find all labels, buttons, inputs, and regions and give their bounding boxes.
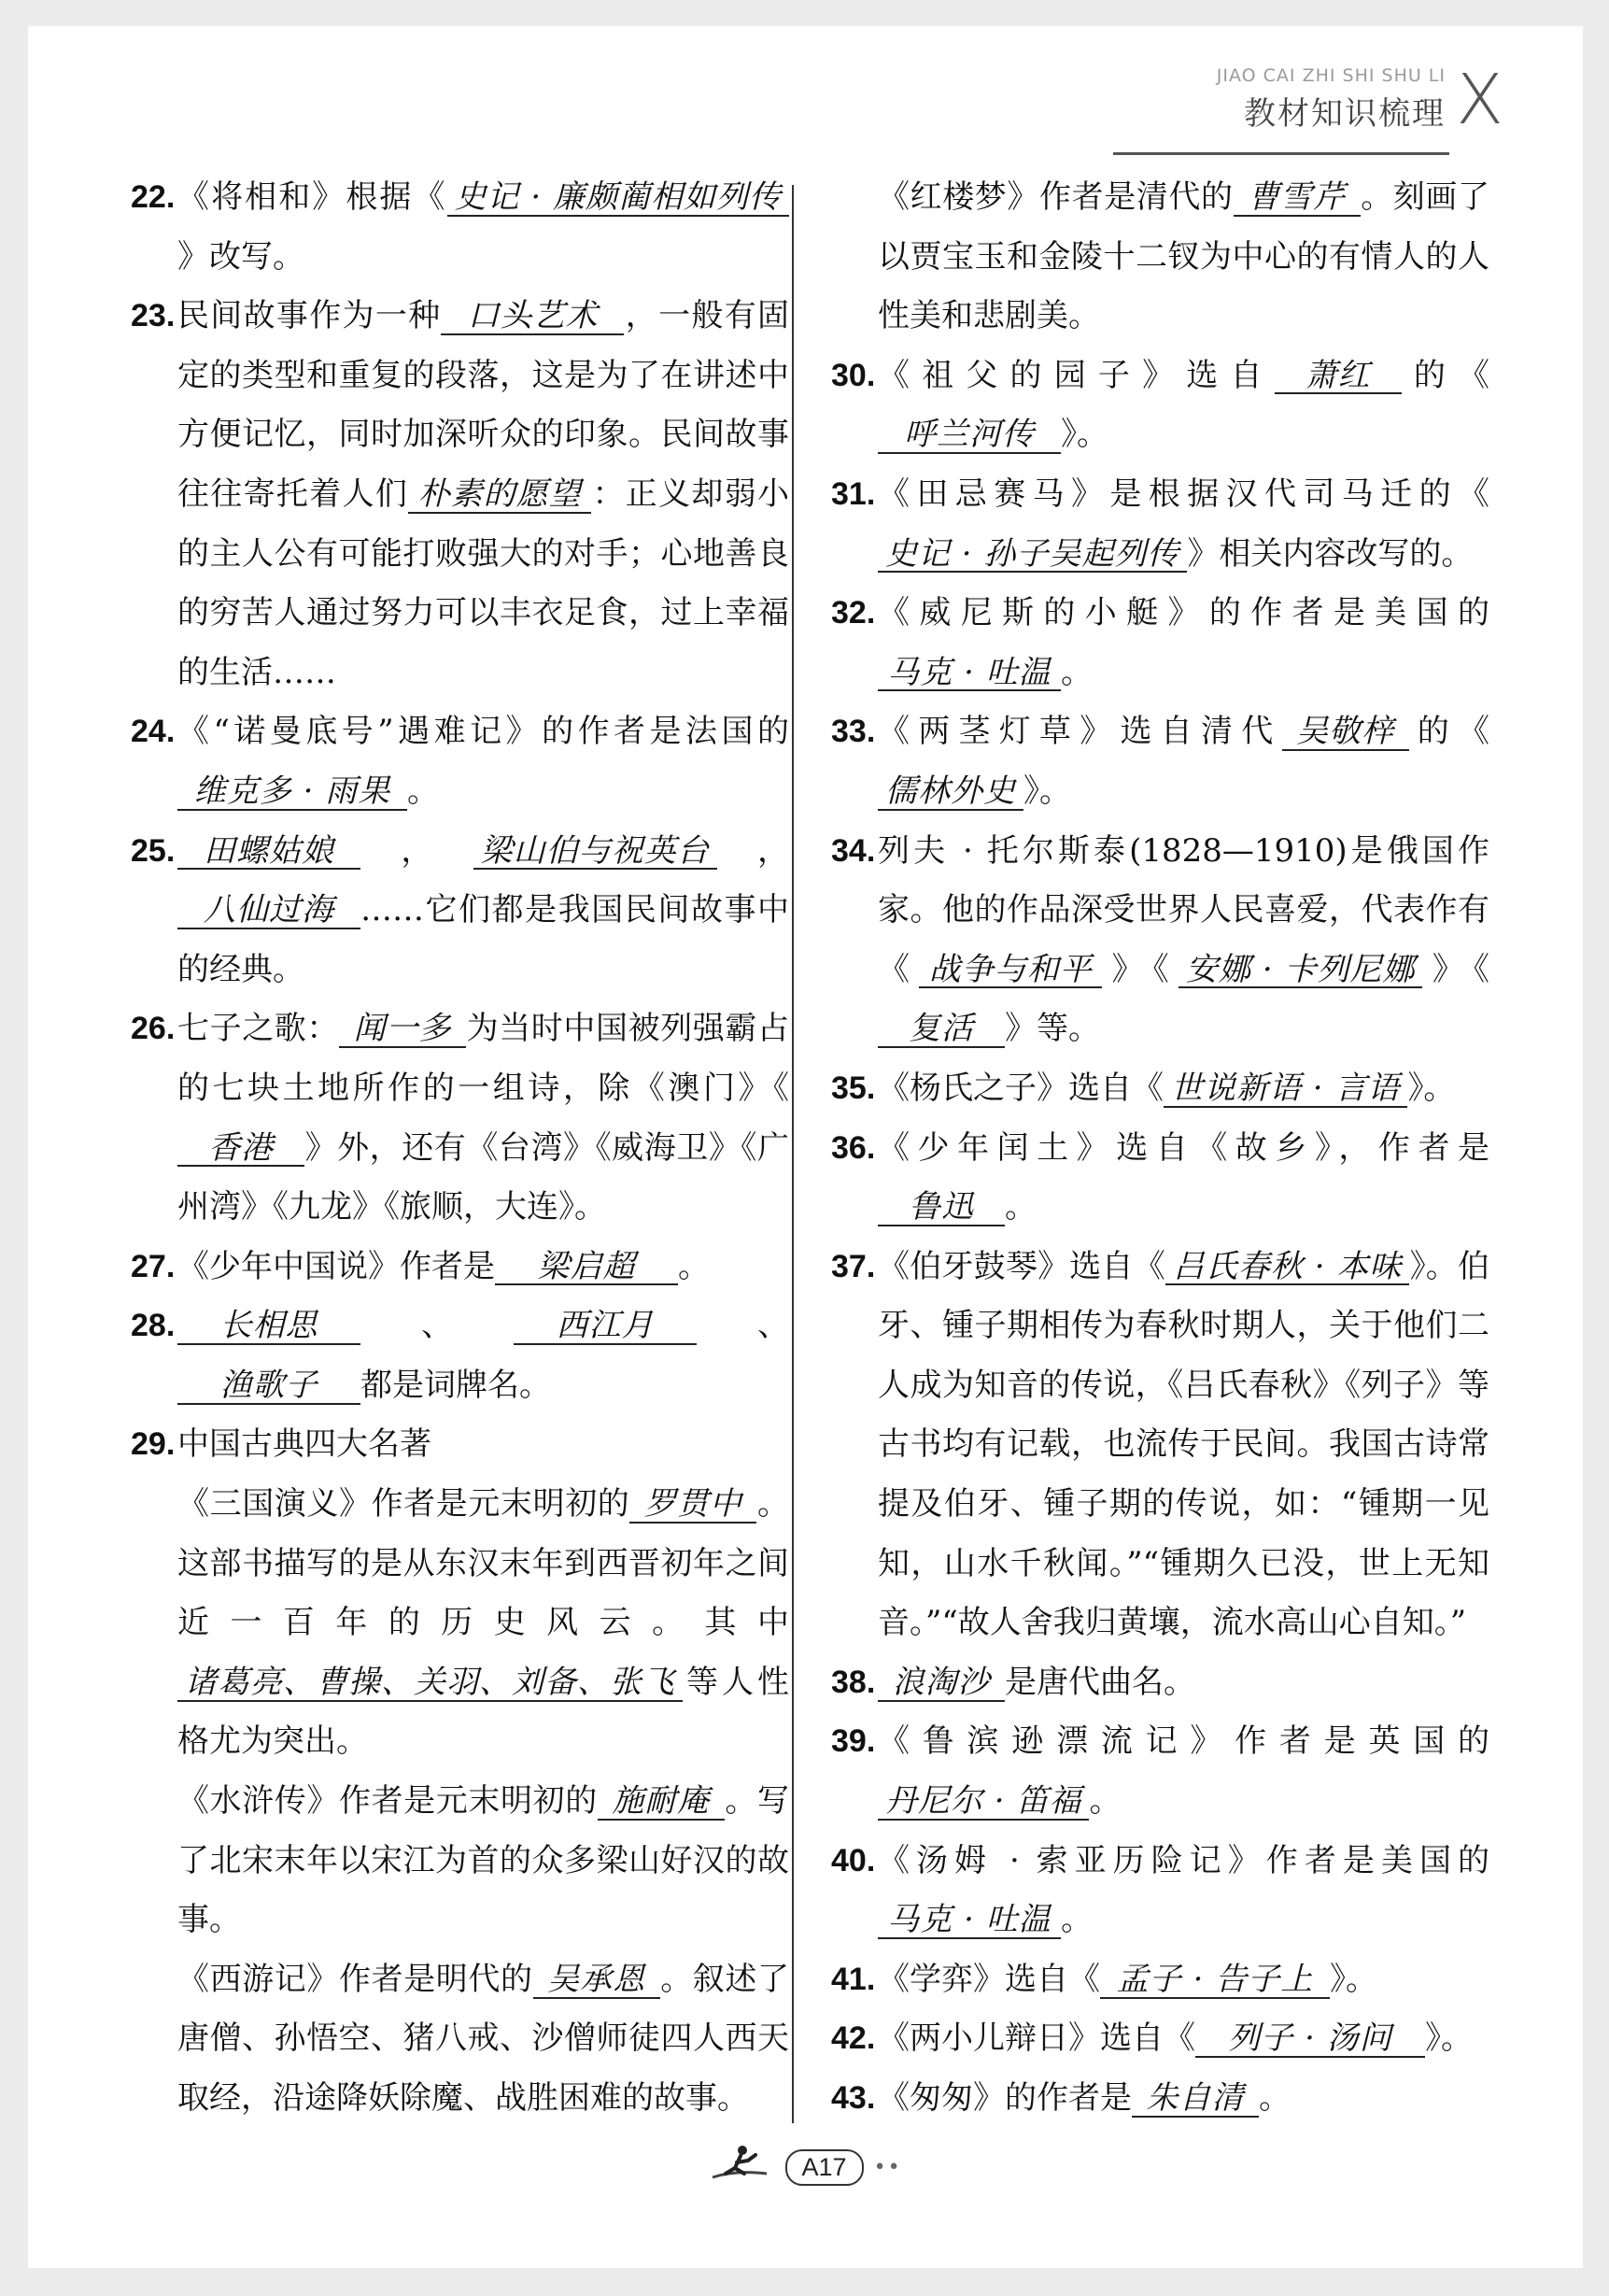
item-text: 》。 [1023,772,1071,810]
item-text: 《祖父的园子》选自 [878,356,1275,394]
item-number: 43. [831,2080,876,2116]
item-text: ：正义却弱小的主人公有可能打败强大的对手；心地善良的穷苦人通过努力可以丰衣足食，过上幸福的生活…… [177,475,790,691]
answer-blank: 萧红 [1275,360,1402,395]
item-36 [831,1119,1489,1238]
item-text: 等人性格尤为突出。 [177,1663,789,1761]
item-25 [131,822,789,1000]
answer-blank: 罗贯中 [629,1488,756,1524]
answer-blank: 战争与和平 [919,954,1102,989]
item-number: 27. [131,1248,176,1284]
item-number: 41. [831,1961,876,1997]
item-number: 35. [831,1070,876,1106]
section-header [1216,60,1503,140]
answer-blank: 梁山伯与祝英台 [473,835,717,871]
item-29-shuihu [131,1772,789,1950]
answer-blank: 梁启超 [495,1251,678,1286]
answer-blank: 史记 · 孙子吴起列传 [878,538,1187,574]
item-text: 、 [360,1307,514,1345]
item-30 [831,347,1489,465]
item-32 [831,584,1489,702]
answer-blank: 孟子 · 告子上 [1100,1963,1330,1999]
left-column [131,168,789,2129]
header-x-mark: X [1456,60,1503,140]
answer-blank: 鲁迅 [878,1191,1005,1226]
item-text: ， [360,831,473,870]
item-text: 。写了北宋末年以宋江为首的众多梁山好汉的故事。 [177,1782,790,1939]
header-title: 教材知识梳理 [1244,95,1446,133]
item-text: 。 [407,772,439,810]
item-text: 《红楼梦》作者是清代的 [878,178,1234,216]
item-text: 。 [1061,653,1093,691]
item-text: 》。 [1061,416,1108,454]
item-text: 》等。 [1005,1010,1100,1048]
item-number: 28. [131,1308,176,1344]
item-29-sanguo [131,1475,789,1772]
answer-blank: 八仙过海 [177,894,360,929]
item-42 [831,2009,1489,2069]
item-text: 《“诺曼底号”遇难记》的作者是法国的 [177,713,789,751]
item-text: 》外，还有《台湾》《威海卫》《广州湾》《九龙》《旅顺，大连》。 [177,1128,789,1226]
item-31 [831,465,1489,584]
answer-blank: 西江月 [514,1310,697,1345]
header-rule [1113,152,1449,155]
right-column [831,168,1489,2129]
item-29-xiyou [131,1950,789,2129]
item-text: 的《 [1408,713,1489,751]
item-33 [831,702,1489,821]
item-text: 《两茎灯草》选自清代 [878,713,1282,751]
item-number: 34. [831,832,876,869]
answer-blank: 口头艺术 [441,300,624,335]
item-number: 39. [831,1723,876,1760]
answer-blank: 丹尼尔 · 笛福 [878,1785,1089,1821]
item-number: 40. [831,1842,876,1878]
item-text: 、 [697,1307,789,1345]
footer-dots: •• [873,2155,902,2179]
item-text: 《威尼斯的小艇》的作者是美国的 [878,594,1489,632]
item-number: 23. [131,298,176,334]
item-text: 是唐代曲名。 [1005,1663,1195,1701]
item-text: 《汤姆 · 索亚历险记》作者是美国的 [878,1841,1489,1879]
item-text: 。这部书描写的是从东汉末年到西晋初年之间近一百年的历史风云。其中 [177,1485,790,1642]
answer-blank: 长相思 [177,1310,360,1345]
item-text: 列夫 · 托尔斯泰(1828—1910)是俄国作家。他的作品深受世界人民喜爱，代表作有《 [878,831,1489,988]
item-text: 中国古典四大名著 [177,1425,431,1464]
item-text: 《两小儿辩日》选自《 [878,2020,1195,2058]
item-text: 》。 [1425,2020,1473,2058]
item-text: ……它们都是我国民间故事中的经典。 [177,891,789,988]
answer-blank: 曹雪芹 [1234,181,1361,217]
answer-blank: 闻一多 [339,1013,466,1048]
answer-blank: 朱自清 [1132,2082,1259,2118]
item-29 [131,1415,789,1475]
item-text: 《三国演义》作者是元末明初的 [177,1485,630,1524]
answer-blank: 安娜 · 卡列尼娜 [1179,954,1422,989]
answer-blank: 诸葛亮、曹操、关羽、刘备、张飞 [177,1666,683,1702]
item-text: 《杨氏之子》选自《 [878,1069,1164,1107]
item-text: 。 [1005,1188,1037,1226]
answer-blank: 儒林外史 [878,775,1023,811]
item-number: 24. [131,714,176,750]
item-text: 《田忌赛马》是根据汉代司马迁的《 [878,475,1489,513]
answer-blank: 田螺姑娘 [177,835,360,871]
answer-blank: 马克 · 吐温 [878,657,1061,692]
answer-blank: 香港 [177,1132,304,1168]
item-text: 民间故事作为一种 [177,297,442,335]
item-28 [131,1297,789,1415]
answer-blank: 吕氏春秋 · 本味 [1165,1251,1409,1286]
item-number: 36. [831,1129,876,1166]
answer-blank: 朴素的愿望 [408,478,591,514]
item-text: 《西游记》作者是明代的 [177,1960,533,1998]
item-text: 》。 [1407,1069,1456,1107]
item-text: 为当时中国被列强霸占的七块土地所作的一组诗，除《澳门》《 [177,1010,789,1107]
item-text: 》。伯牙、锺子期相传为春秋时期人，关于他们二人成为知音的传说，《吕氏春秋》《列子》等古书均有记载，也流传于民间。我国古诗常提及伯牙、锺子期的传说，如：“锺期一见知，山水千秋闻。”“锺期久已没，世上无知音。”“故人舍我归黄壤，流水高山心自知。” [878,1247,1489,1642]
page-number: A17 [785,2149,864,2186]
item-text: 《匆匆》的作者是 [878,2079,1132,2117]
item-text: ， [716,831,790,870]
item-text: ，一般有固定的类型和重复的段落，这是为了在讲述中方便记忆，同时加深听众的印象。民间故事往往寄托着人们 [177,297,790,513]
item-35 [831,1059,1489,1119]
item-text: 。 [1089,1782,1122,1821]
item-number: 37. [831,1248,876,1284]
item-text: 《鲁滨逊漂流记》作者是英国的 [878,1722,1489,1761]
item-text: 的《 [1401,356,1490,394]
runner-icon [707,2142,772,2192]
item-text: 。叙述了唐僧、孙悟空、猪八戒、沙僧师徒四人西天取经，沿途降妖除魔、战胜困难的故事。 [177,1960,790,2117]
answer-blank: 世说新语 · 言语 [1164,1072,1407,1108]
item-text: 》改写。 [177,237,304,276]
item-text: 《水浒传》作者是元末明初的 [177,1782,598,1821]
item-24 [131,702,789,821]
item-27 [131,1238,789,1297]
item-text: 》相关内容改写的。 [1187,534,1474,573]
item-number: 29. [131,1426,176,1463]
item-number: 30. [831,357,876,393]
item-number: 33. [831,714,876,750]
header-pinyin: JIAO CAI ZHI SHI SHU LI [1216,65,1446,86]
item-43 [831,2069,1489,2129]
item-number: 25. [131,832,176,869]
item-text: 《将相和》根据《 [177,178,447,216]
answer-blank: 马克 · 吐温 [878,1904,1061,1939]
item-29-honglou [831,168,1489,347]
item-text: 七子之歌： [177,1010,339,1048]
item-text: 《学弈》选自《 [878,1960,1100,1998]
item-text: 。刻画了以贾宝玉和金陵十二钗为中心的有情人的人性美和悲剧美。 [878,178,1490,335]
item-text: 。 [678,1247,710,1285]
item-number: 31. [831,475,876,512]
item-number: 42. [831,2020,876,2057]
page-footer [0,2142,1609,2192]
answer-blank: 施耐庵 [598,1785,725,1821]
answer-blank: 吴承恩 [533,1963,660,1999]
answer-blank: 列子 · 汤问 [1195,2022,1425,2058]
item-39 [831,1712,1489,1831]
item-38 [831,1653,1489,1713]
item-text: 。 [1259,2079,1291,2117]
answer-blank: 呼兰河传 [878,418,1061,454]
item-number: 26. [131,1011,176,1047]
item-text: 都是词牌名。 [360,1366,551,1404]
item-number: 22. [131,179,176,215]
item-41 [831,1950,1489,2010]
item-26 [131,999,789,1237]
column-divider [792,185,794,2123]
item-23 [131,287,789,702]
answer-blank: 维克多 · 雨果 [177,775,407,811]
item-40 [831,1832,1489,1950]
item-22 [131,168,789,287]
item-text: 《少年闰土》选自《故乡》，作者是 [878,1128,1489,1167]
item-text: 《少年中国说》作者是 [177,1247,495,1285]
item-number: 32. [831,595,876,631]
answer-blank: 史记 · 廉颇蔺相如列传 [447,181,789,217]
item-text: 》《 [1102,950,1179,988]
answer-blank: 复活 [878,1013,1005,1048]
item-text: 《伯牙鼓琴》选自《 [878,1247,1165,1285]
item-37 [831,1238,1489,1653]
item-text: 》。 [1330,1960,1377,1998]
item-34 [831,822,1489,1059]
item-text: 。 [1061,1901,1093,1939]
answer-blank: 渔歌子 [177,1369,360,1405]
item-text: 》《 [1422,950,1490,988]
item-number: 38. [831,1664,876,1700]
answer-blank: 吴敬梓 [1282,716,1409,751]
answer-blank: 浪淘沙 [878,1666,1005,1702]
